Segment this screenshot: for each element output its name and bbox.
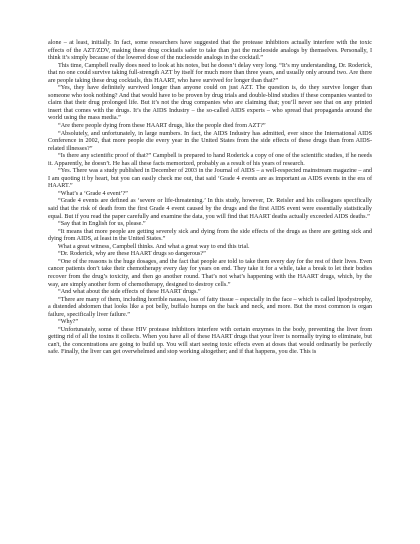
paragraph: “Dr. Roderick, why are these HAART drugs so dangerous?”: [58, 251, 206, 258]
paragraph: “Yes. There was a study published in December of 2003 in the Journal of AIDS – a well-respected mainstream magazine – and I am quoting it by heart, but you can easily check me out, that said ‘Grade 4 events are as important as AIDS events in the era of HAART.”: [48, 168, 372, 190]
paragraph: “Are there people dying from these HAART drugs, like the people died from AZT?”: [58, 123, 266, 130]
paragraph: “It means that more people are getting severely sick and dying from the side effects of the drugs as there are getting sick and dying from AIDS, at least in the United States.”: [48, 228, 372, 243]
paragraph: This time, Campbell really does need to look at his notes, but he doesn’t delay very long. “It’s my understanding, Dr. Roderick, that no one could survive taking full-strength AZT by itself for much more than three years, and usually only around two. Are there are people taking these drug cocktails, this HAART, who have survived for longer than that?”: [48, 62, 372, 84]
paragraph: “What’s a ‘Grade 4 event’?”: [58, 190, 128, 197]
paragraph: “Absolutely, and unfortunately, in large numbers. In fact, the AIDS Industry has admitted, ever since the International AIDS Conference in 2002, that more people die every year in the United States from the side effects of these drugs than from AIDS-related illnesses?”: [48, 130, 372, 152]
paragraph: “Unfortunately, some of these HIV protease inhibitors interfere with certain enzymes in the body, preventing the liver from getting rid of all the toxins it collects. When you have all of these HAART drugs that your liver is normally trying to eliminate, but can't, the concentrations are going to build up. You will start seeing toxic effects even at doses that would ordinarily be perfectly safe. Finally, the liver can get overwhelmed and stop working altogether; and if that happens, you die. This is: [48, 326, 372, 356]
paragraph: “One of the reasons is the huge dosages, and the fact that people are told to take them every day for the rest of their lives. Even cancer patients don’t take their chemotherapy every day for years on end. They take it for a while, take a break to let their bodies recover from the drug’s toxicity, and then go another round. That’s not what’s happening with the HAART drugs, which, by the way, are simply another form of chemotherapy, designed to destroy cells.”: [48, 258, 372, 288]
document-page: [48, 40, 372, 357]
paragraph: What a great witness, Campbell thinks. And what a great way to end this trial.: [58, 243, 250, 250]
paragraph: “Yes, they have definitely survived longer than anyone could on just AZT. The question is, do they survive longer than someone who took nothing? And that would have to be proven by drug trials and double-blind studies if these companies wanted to claim that their drug prolonged life. But it’s not the drug companies who are claiming that; you’ll never see that on any printed insert that comes with the drugs. It’s the AIDS Industry – the so-called AIDS experts – who spread that propaganda around the world using the mass media.”: [48, 85, 372, 122]
paragraph: “Grade 4 events are defined as ‘severe or life-threatening.’ In this study, however, Dr. Reisler and his colleagues specifically said that the risk of death from the first Grade 4 event caused by the drugs and the first AIDS event were essentially statistically equal. But if you read the paper carefully and examine the data, you will find that HAART deaths actually exceeded AIDS deaths.”: [48, 198, 372, 220]
paragraph: “And what about the side effects of these HAART drugs.”: [58, 289, 201, 296]
paragraph: “There are many of them, including horrible nausea, loss of fatty tissue – especially in the face – which is called lipodystrophy, a distended abdomen that looks like a pot belly, buffalo humps on the back and neck, and more. But the most common is organ failure, specifically liver failure.”: [48, 296, 372, 318]
paragraph: “Is there any scientific proof of that?” Campbell is prepared to hand Roderick a copy of one of the scientific studies, if he needs it. Apparently, he doesn’t. He has all these facts memorized, probably as a result of his years of research.: [48, 153, 372, 167]
paragraph: “Why?”: [58, 319, 79, 326]
paragraph: “Say that in English for us, please.”: [58, 221, 146, 228]
paragraph: alone – at least, initially. In fact, some researchers have suggested that the protease inhibitors actually interfere with the toxic effects of the AZT/ZDV, making these drug cocktails safer to take than just the nucleoside analogs by themselves. Personally, I think it’s simply because of the lowered dose of the nucleoside analogs in the cocktail.”: [48, 40, 372, 62]
